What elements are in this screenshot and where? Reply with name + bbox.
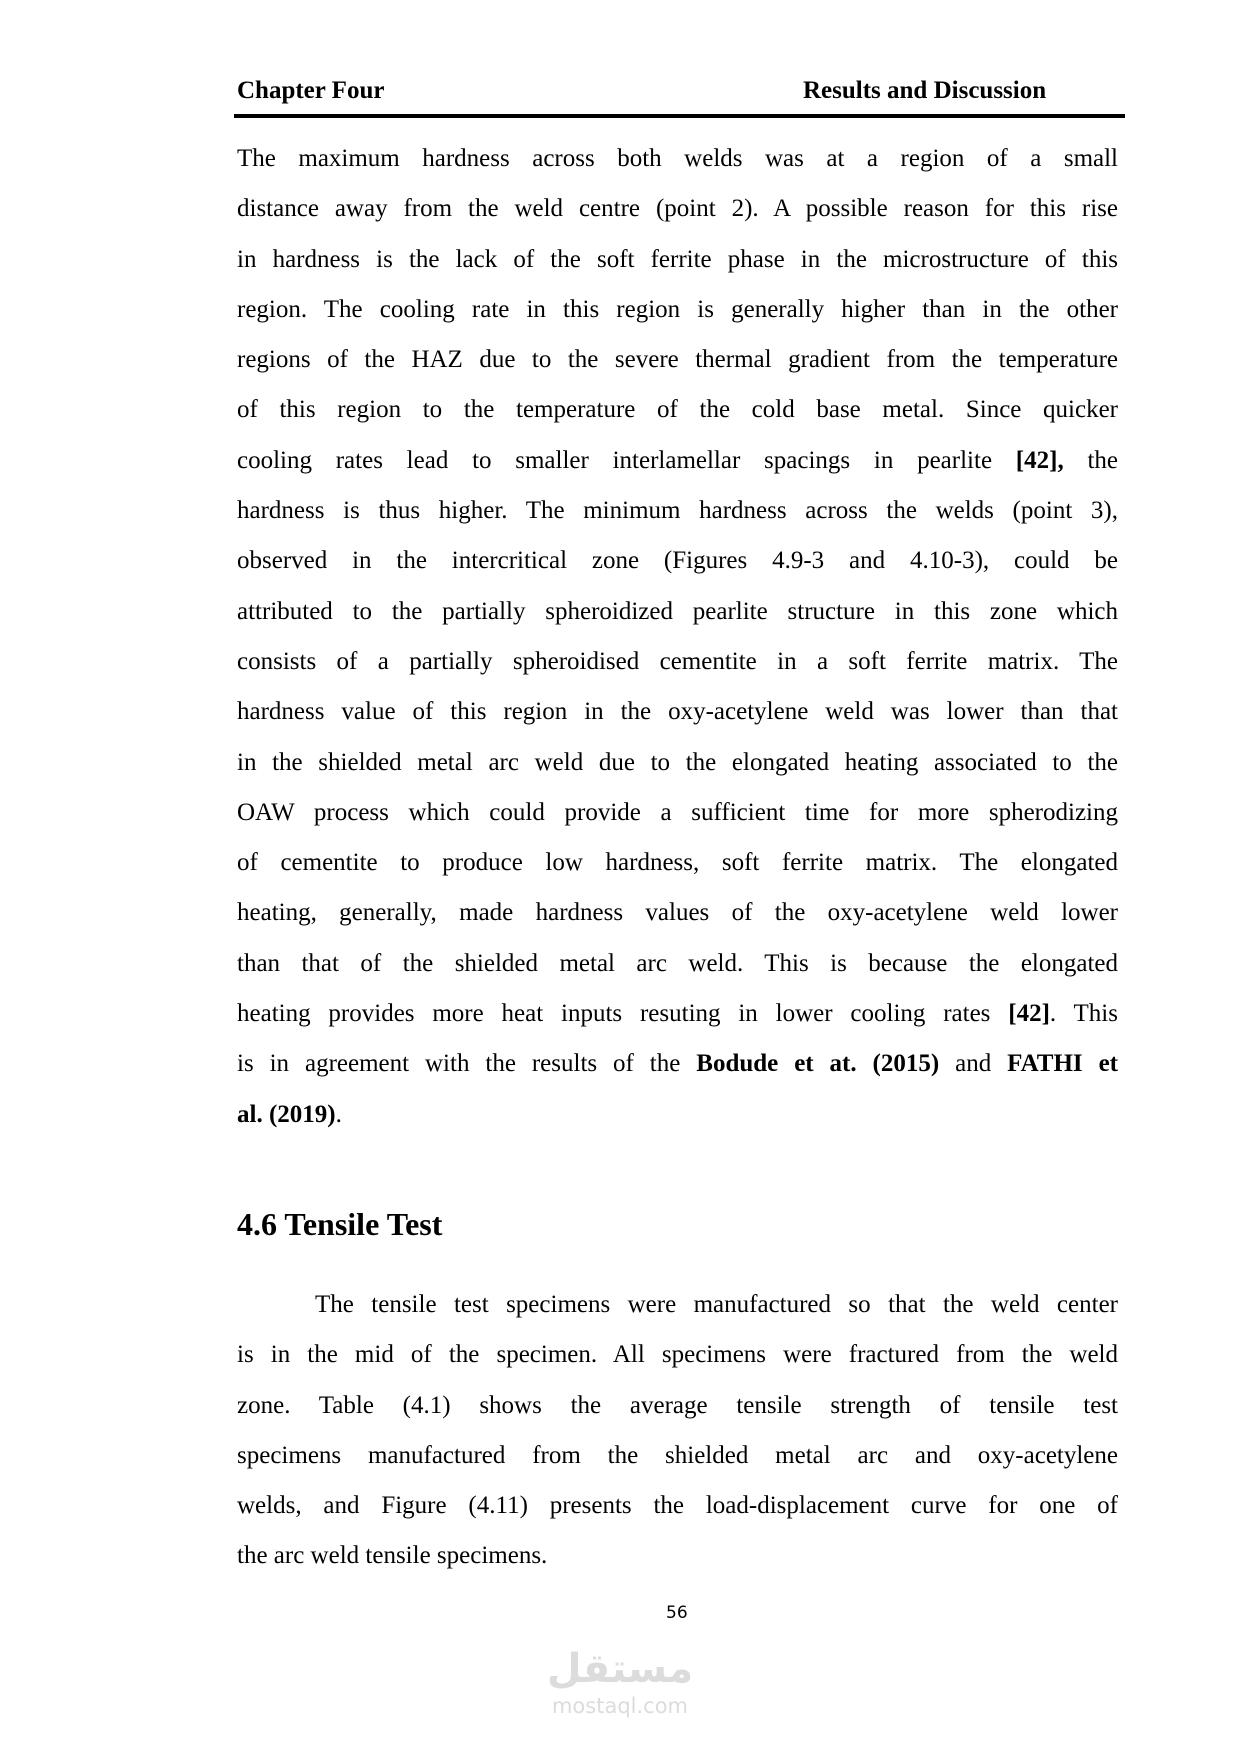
citation-fathi-2019: FATHI et	[1007, 1050, 1118, 1078]
text-line: consists of a partially spheroidised cementite in a soft ferrite matrix. The	[237, 647, 1118, 675]
watermark-logo-arabic: مستقل	[546, 1646, 694, 1692]
text-line: distance away from the weld centre (point 2). A possible reason for this rise	[237, 195, 1118, 223]
text-line: in the shielded metal arc weld due to the elongated heating associated to the	[237, 748, 1118, 776]
text-line: hardness is thus higher. The minimum hardness across the welds (point 3),	[237, 497, 1118, 525]
text-line: attributed to the partially spheroidized pearlite structure in this zone which	[237, 597, 1118, 625]
text-line: of this region to the temperature of the cold base metal. Since quicker	[237, 396, 1118, 424]
text-line: observed in the intercritical zone (Figures 4.9-3 and 4.10-3), could be	[237, 547, 1118, 575]
text-line: than that of the shielded metal arc weld. This is because the elongated	[237, 949, 1118, 977]
watermark-logo-latin: mostaql.com	[551, 1694, 689, 1718]
text-line	[237, 1090, 1118, 1140]
text-segment: and	[939, 1050, 1008, 1078]
text-line	[237, 436, 1118, 486]
running-header-section: Results and Discussion	[803, 77, 1047, 104]
text-line: of cementite to produce low hardness, soft ferrite matrix. The elongated	[237, 849, 1118, 877]
text-line: welds, and Figure (4.11) presents the load-displacement curve for one of	[237, 1492, 1118, 1520]
text-segment: . This	[1049, 1000, 1118, 1028]
text-line: in hardness is the lack of the soft ferrite phase in the microstructure of this	[237, 245, 1118, 273]
text-line: OAW process which could provide a sufficient time for more spherodizing	[237, 798, 1118, 826]
text-line: specimens manufactured from the shielded metal arc and oxy-acetylene	[237, 1441, 1118, 1469]
citation-fathi-2019-cont: al. (2019)	[237, 1100, 336, 1128]
text-line: The maximum hardness across both welds was at a region of a small	[237, 145, 1118, 172]
running-header-chapter: Chapter Four	[237, 77, 385, 104]
text-segment: .	[335, 1100, 342, 1128]
text-line: is in the mid of the specimen. All specimens were fractured from the weld	[237, 1341, 1118, 1369]
text-line: heating, generally, made hardness values of the oxy-acetylene weld lower	[237, 899, 1118, 927]
page-number: 56	[666, 1603, 688, 1623]
text-line: zone. Table (4.1) shows the average tensile strength of tensile test	[237, 1391, 1118, 1419]
text-line: hardness value of this region in the oxy-acetylene weld was lower than that	[237, 698, 1118, 726]
text-line	[237, 989, 1118, 1039]
text-line: the arc weld tensile specimens.	[237, 1542, 548, 1570]
text-segment: heating provides more heat inputs resuting in lower cooling rates	[237, 1000, 1009, 1028]
citation-ref-42: [42]	[1008, 1000, 1050, 1028]
text-segment: cooling rates lead to smaller interlamellar spacings in pearlite	[237, 446, 1016, 474]
citation-ref-42: [42],	[1015, 446, 1064, 474]
text-line	[237, 1039, 1118, 1089]
text-line: The tensile test specimens were manufactured so that the weld center	[315, 1291, 1118, 1318]
text-segment: the	[1063, 446, 1118, 474]
paragraph-tensile-test	[237, 1280, 1118, 1582]
citation-bodude-2015: Bodude et at. (2015)	[696, 1050, 940, 1078]
text-segment: is in agreement with the results of the	[237, 1050, 697, 1078]
text-line: regions of the HAZ due to the severe thermal gradient from the temperature	[237, 346, 1118, 374]
header-rule-divider	[234, 114, 1125, 118]
paragraph-hardness-discussion	[237, 134, 1118, 1140]
section-heading: 4.6 Tensile Test	[237, 1206, 443, 1242]
text-line: region. The cooling rate in this region is generally higher than in the other	[237, 295, 1118, 323]
